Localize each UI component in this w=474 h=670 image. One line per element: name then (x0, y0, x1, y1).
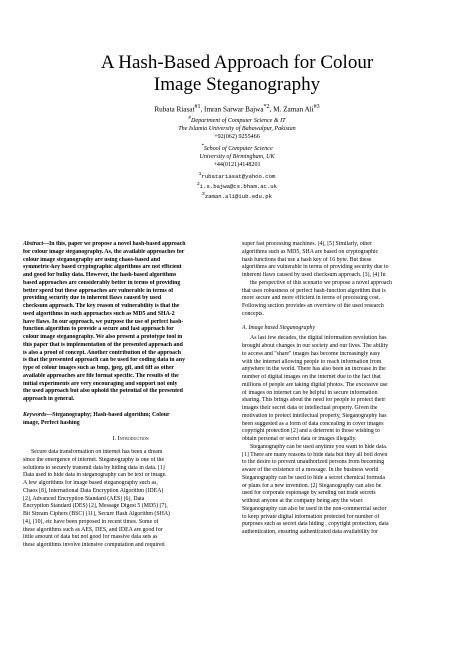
keywords-line: —Steganography; Hash-based algorithm; Colour (46, 411, 170, 418)
body-line: more secure and more efficient in terms of processing cost. (242, 295, 381, 302)
body-line: obtain personal or secret data or images illegally. (242, 436, 357, 442)
abstract-line: this paper that is implementation of the presented approach and (23, 341, 183, 348)
body-line: with the internet allowing people to reach information from (242, 358, 382, 365)
intro-line: little amount of data but not good for massive data sets as (23, 534, 158, 541)
keywords (23, 412, 238, 428)
body-line: [1] There are many reasons to hide data but they all boil down (242, 451, 388, 458)
author-list (30, 102, 444, 114)
body-line: Following section provides an overview of the used research (242, 303, 384, 309)
left-column (23, 241, 238, 550)
body-line: been suggested as a form of data concealing in cover images (242, 420, 384, 427)
abstract-line: colour image steganography. We also present a prototype tool in (23, 334, 183, 340)
abstract-line: is that the presented approach can be used for coding data in any (23, 357, 186, 364)
abstract-line: initial experiments are very encouraging and support not only (23, 380, 178, 387)
intro-line: Encryption Standard (DES) [2], Message Digest 5 (MD5) [7], (23, 503, 168, 510)
abstract-line: providing security due to inherent flaws caused by used (23, 295, 162, 302)
abstract-line: available approaches are file format specific. The results of the (23, 372, 179, 379)
abstract-line: —In this, paper we propose a novel hash-based approach (43, 241, 186, 247)
body-line: super fast processing machines. [4], [5] Similarly, other (242, 241, 372, 247)
abstract-line: type of colour images such as bmp, jpeg, gif, and tiff as other (23, 365, 175, 371)
body-line: hash functions that use a hash key of 16 byte. But these (242, 256, 372, 263)
abstract-line: checksum approach. The key reason of vulnerability is that the (23, 303, 180, 309)
section-heading-introduction: I. Introduction (112, 435, 149, 443)
email-mark: 3 (202, 191, 205, 197)
body-line: As last few decades, the digital information revolution has (250, 335, 387, 342)
body-line: copyright protection [2] and a deterrent to those wishing to (242, 428, 380, 435)
email-mark: 1 (198, 172, 202, 177)
abstract-line: symmetric-key based cryptographic algorithms are not efficient (23, 264, 182, 271)
affiliation-birmingham (30, 142, 444, 169)
abstract-line: approach in general. (23, 396, 75, 402)
school-name: School of Computer Science (203, 146, 273, 153)
body-line: purposes such as secret data hiding , copyright protection, data (242, 521, 389, 528)
body-line: inherent flaws caused by used checksum approach. [3], [4] In (242, 272, 386, 278)
email-1[interactable]: rubatariasat@yahoo.com (201, 172, 276, 180)
intro-line: these algorithms such as AES, DES, and IDEA are good for (23, 526, 163, 533)
body-line: without anyone at the company being any the wiser. (242, 498, 364, 504)
body-line: aware of the existence of a message. In the business world (242, 467, 379, 473)
intro-line: A few algorithms for image based steganography such as, (23, 480, 158, 486)
body-line: to access and "share" images has become increasingly easy (242, 350, 381, 357)
body-line: anywhere in the world. There has also been an increase in the (242, 366, 386, 373)
body-line: sharing. This brings about the need for people to protect their (242, 397, 386, 404)
author-2: Imran Sarwar Bajwa (204, 105, 264, 114)
abstract-line: and good for bulky data. However, the hash-based algorithms (23, 272, 177, 278)
university-name: The Islamia University of Bahawalpur, Pakistan (178, 126, 296, 133)
introduction-paragraph (23, 449, 238, 550)
abstract (23, 241, 238, 404)
abstract-line: function algorithm to provide a secure and fast approach for (23, 326, 174, 333)
intro-line: Chaos [8], International Data Encryption Algorithm (IDEA) (23, 487, 164, 494)
body-line: algorithms are vulnerable in terms of providing security due to (242, 264, 389, 271)
abstract-line: have flaws. In our approach, we purpose the use of perfect hash- (23, 318, 184, 325)
intro-line: [2], Advanced Encryption Standard (AES) [6], Data (23, 495, 145, 502)
body-line: images their secret data or intellectual property. Given the (242, 405, 378, 411)
department-name: Department of Computer Science & IT (190, 118, 286, 125)
paper-title (30, 52, 444, 96)
body-line: that uses robustness of perfect hash-function algorithm that is (242, 287, 386, 294)
body-line: to keep private digital information protected for number of (242, 513, 380, 520)
body-line: Steganography can be used anytime you want to hide data. (250, 443, 388, 450)
abstract-line: for colour image steganography. As, the available approaches for (23, 248, 185, 255)
body-line: number of digital images on the internet due to the fact that (242, 374, 381, 380)
body-line: Steganography can be used to hide a secret chemical formula (242, 474, 385, 481)
title-line-1: A Hash-Based Approach for Colour (100, 52, 374, 73)
intro-line: [4], [10], etc have been proposed in recent times. Some of (23, 518, 159, 525)
email-mark: 2 (196, 181, 200, 187)
intro-line: since the emergence of internet. Steganography is one of the (23, 456, 165, 463)
abstract-line: is also a proof of concept. Another contribution of the approach (23, 349, 181, 356)
affiliation-mark: * (201, 143, 204, 149)
email-list (30, 171, 444, 201)
title-line-2: Image Steganography (153, 74, 321, 95)
body-line: concepts. (242, 310, 264, 317)
intro-continuation-paragraph (242, 241, 457, 319)
keywords-line: image, Perfect hashing (23, 419, 80, 426)
abstract-label: Abstract (23, 241, 44, 247)
intro-line: these algorithms involve intensive computation and required (23, 542, 165, 548)
subsection-paragraph-2 (242, 444, 457, 537)
phone-number: +92(062) 9255466 (214, 134, 260, 141)
intro-line: Secure data transformation on internet has been a dream (31, 449, 163, 455)
author-2-mark: *2 (263, 104, 270, 110)
body-line: authentication, ensuring authenticated data availability for (242, 529, 378, 535)
author-1-mark: #1 (194, 104, 201, 110)
abstract-line: the used approach but also uphold the potential of the presented (23, 388, 183, 395)
subsection-paragraph-1 (242, 335, 457, 444)
body-line: used for corporate espionage by sending out trade secrets (242, 490, 376, 497)
body-line: millions of people are taking digital photos. The excessive use (242, 381, 388, 388)
abstract-line: colour image steganography are using chaos-based and (23, 256, 161, 263)
author-1: Rubata Riasat (154, 105, 195, 114)
right-column (242, 241, 457, 537)
body-line: motivation to protect intellectual property, Steganography has (242, 412, 387, 419)
body-line: to the desire to prevent unauthorized persons from becoming (242, 459, 385, 466)
body-line: brought about changes in our society and our lives. The ability (242, 343, 389, 349)
university-name: University of Birmingham, UK (199, 154, 275, 161)
affiliation-iub (30, 114, 444, 141)
keywords-label: Keywords (23, 411, 47, 418)
body-line: the perspective of this scenario we propose a novel approach (250, 279, 392, 286)
author-separator: , (200, 105, 205, 114)
body-line: algorithms such as MD5, SHA are based on cryptographic (242, 248, 379, 255)
intro-line: Bit Stream Ciphers (BSC) [11], Secure Hash Algorithm (SHA) (23, 511, 170, 517)
affiliation-mark: # (188, 115, 191, 121)
body-line: of images on internet can be helpful in secure information (242, 389, 378, 396)
email-3[interactable]: zaman.ali@iub.edu.pk (204, 192, 272, 200)
intro-line: solutions to securely transmit data by hiding data in data. [1] (23, 464, 165, 471)
author-3-mark: #3 (313, 104, 320, 110)
abstract-line: better speed but these approaches are vulnerable in terms of (23, 287, 174, 294)
body-line: Steganography can also be used in the non-commercial sector (242, 505, 387, 512)
abstract-line: used algorithms in such approaches such as MD5 and SHA-2 (23, 310, 175, 317)
email-2[interactable]: i.s.bajwa@cs.bham.ac.uk (199, 182, 277, 190)
subsection-heading-image-steganography: A. Image based Steganography (242, 324, 316, 331)
author-3: M. Zaman Ali (273, 105, 314, 114)
body-line: or plans for a new invention. [2] Steganography can also be (242, 482, 382, 489)
intro-line: Data used to hide data in steganography can be text or image. (23, 472, 167, 479)
author-separator: , (269, 105, 274, 114)
phone-number: +44(0121)4148201 (213, 162, 261, 169)
abstract-line: based approaches are considerably better in terms of providing (23, 279, 181, 286)
